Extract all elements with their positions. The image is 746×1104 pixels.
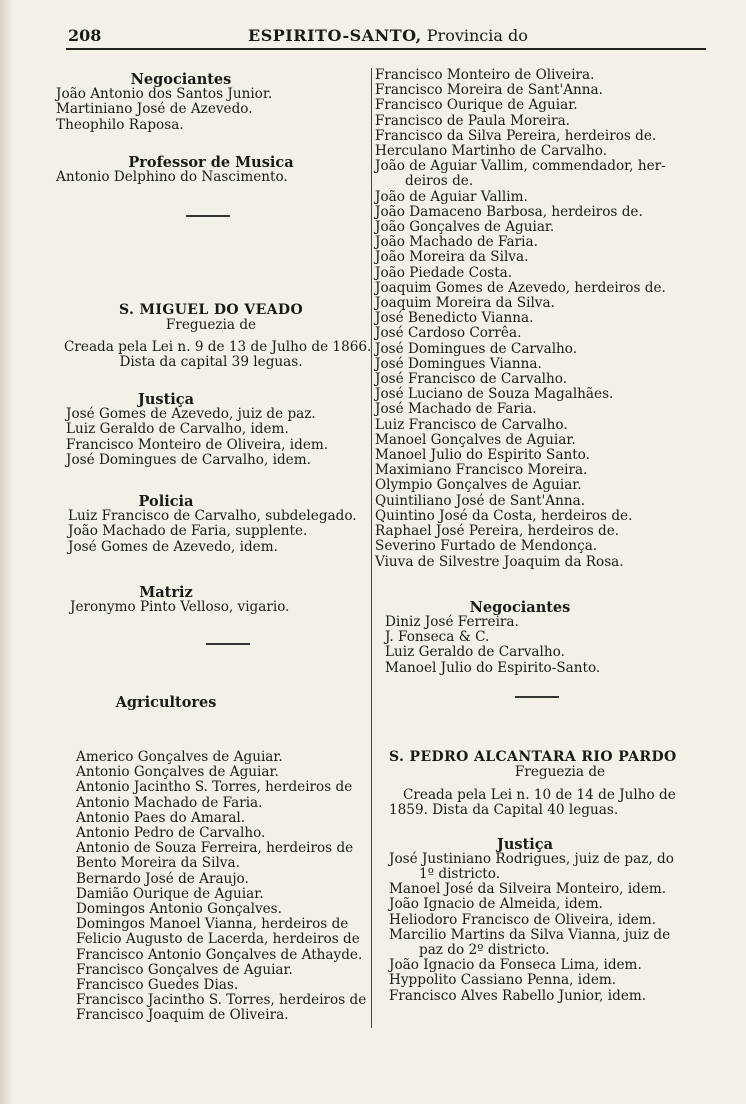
list-item: Manoel Julio do Espirito Santo. [375, 447, 590, 464]
list-item: Francisco Guedes Dias. [76, 977, 239, 994]
list-item: Olympio Gonçalves de Aguiar. [375, 477, 582, 494]
list-item: João Antonio dos Santos Junior. [56, 86, 273, 103]
list-item: José Domingues Vianna. [375, 355, 542, 372]
list-item: Bento Moreira da Silva. [76, 855, 240, 872]
list-item: Francisco da Silva Pereira, herdeiros de. [375, 127, 657, 144]
section-heading: Justiça [497, 835, 553, 853]
list-item: paz do 2º districto. [419, 941, 550, 958]
list-item: J. Fonseca & C. [385, 629, 490, 646]
list-item: José Justiniano Rodrigues, juiz de paz, do [389, 850, 674, 867]
list-item: Diniz José Ferreira. [385, 613, 519, 630]
list-item: João Damaceno Barbosa, herdeiros de. [375, 203, 643, 220]
list-item: Luiz Francisco de Carvalho, subdelegado. [68, 508, 357, 525]
right-column [375, 68, 705, 1004]
list-item: Antonio Gonçalves de Aguiar. [76, 764, 279, 781]
list-item: Domingos Antonio Gonçalves. [76, 901, 282, 918]
section-heading: Negociantes [130, 71, 232, 88]
running-title [248, 26, 528, 45]
list-item: José Machado de Faria. [375, 401, 537, 418]
list-item: Manoel José da Silveira Monteiro, idem. [389, 881, 667, 898]
list-item: deiros de. [405, 173, 474, 190]
section-heading: Justiça [138, 391, 194, 409]
list-item: José Benedicto Vianna. [375, 310, 534, 327]
list-item: Francisco Alves Rabello Junior, idem. [389, 987, 647, 1004]
list-item: Francisco Jacintho S. Torres, herdeiros de [76, 992, 367, 1009]
list-item: Antonio Machado de Faria. [76, 794, 263, 811]
list-item: Severino Furtado de Mendonça. [375, 538, 598, 555]
list-item: Antonio Paes do Amaral. [76, 809, 246, 826]
header-rule [66, 48, 706, 50]
list-item: José Domingues de Carvalho. [375, 340, 578, 357]
list-item: João Ignacio da Fonseca Lima, idem. [389, 957, 642, 974]
list-item: Manoel Gonçalves de Aguiar. [375, 431, 576, 448]
list-item: Francisco Monteiro de Oliveira, idem. [66, 436, 329, 453]
list-item: Americo Gonçalves de Aguiar. [76, 749, 283, 765]
parish-subtitle: Freguezia de [165, 317, 257, 334]
parish-title: S. MIGUEL DO VEADO [118, 302, 304, 319]
list-item: José Gomes de Azevedo, juiz de paz. [66, 406, 316, 423]
list-item: João de Aguiar Vallim, commendador, her- [375, 158, 666, 175]
parish-title: S. PEDRO ALCANTARA RIO PARDO [389, 748, 677, 765]
list-item: Theophilo Raposa. [56, 116, 184, 133]
running-title-main: ESPIRITO-SANTO, [248, 26, 422, 45]
list-item: Luiz Geraldo de Carvalho. [385, 644, 565, 661]
list-item: Francisco Monteiro de Oliveira. [375, 67, 595, 83]
list-item: José Francisco de Carvalho. [375, 371, 568, 388]
list-item: João Machado de Faria. [375, 234, 538, 251]
section-heading: Policia [138, 493, 194, 511]
list-item: Marcilio Martins da Silva Vianna, juiz de [389, 926, 671, 943]
list-item: João Moreira da Silva. [375, 249, 529, 266]
page-edge-shadow [0, 0, 14, 1104]
list-item: Francisco Joaquim de Oliveira. [76, 1007, 289, 1024]
list-item: José Domingues de Carvalho, idem. [66, 451, 311, 468]
list-item: João Machado de Faria, supplente. [68, 523, 308, 540]
list-item: Herculano Martinho de Carvalho. [375, 143, 608, 160]
list-item: Jeronymo Pinto Velloso, vigario. [70, 599, 290, 616]
running-header [68, 26, 708, 48]
list-item: Viuva de Silvestre Joaquim da Rosa. [375, 553, 624, 570]
parish-creation: Creada pela Lei n. 9 de 13 de Julho de 1866. [64, 338, 372, 355]
list-item: Raphael José Pereira, herdeiros de. [375, 523, 620, 540]
list-item: João Ignacio de Almeida, idem. [389, 896, 603, 913]
section-heading: Matriz [139, 583, 193, 601]
list-item: Joaquim Moreira da Silva. [375, 295, 555, 312]
list-item: Antonio Pedro de Carvalho. [76, 825, 266, 842]
section-heading: Agricultores [115, 694, 217, 712]
page-number: 208 [68, 26, 102, 45]
list-item: Bernardo José de Araujo. [76, 870, 249, 887]
list-item: Felicio Augusto de Lacerda, herdeiros de [76, 931, 360, 948]
list-item: 1º districto. [419, 865, 501, 882]
list-item: Francisco de Paula Moreira. [375, 112, 570, 129]
list-item: Quintiliano José de Sant'Anna. [375, 492, 586, 509]
agricultores-list [76, 750, 376, 1024]
list-item: José Luciano de Souza Magalhães. [375, 386, 614, 403]
left-column [56, 71, 372, 712]
list-item: Damião Ourique de Aguiar. [76, 885, 264, 902]
list-item: Domingos Manoel Vianna, herdeiros de [76, 916, 349, 933]
list-item: Luiz Francisco de Carvalho. [375, 416, 568, 433]
list-item: Francisco Antonio Gonçalves de Athayde. [76, 946, 363, 963]
list-item: João Piedade Costa. [375, 264, 513, 281]
list-item: Quintino José da Costa, herdeiros de. [375, 507, 633, 524]
list-item: Manoel Julio do Espirito-Santo. [385, 659, 601, 676]
section-heading: Professor de Musica [128, 153, 294, 171]
list-item: Antonio Jacintho S. Torres, herdeiros de [76, 779, 353, 796]
list-item: João de Aguiar Vallim. [375, 188, 528, 205]
list-item: Antonio Delphino do Nascimento. [56, 169, 288, 186]
parish-creation: Creada pela Lei n. 10 de 14 de Julho de [403, 787, 676, 804]
running-title-rest: Provincia do [426, 26, 528, 45]
parish-subtitle: Freguezia de [514, 763, 606, 780]
list-item: Maximiano Francisco Moreira. [375, 462, 588, 479]
section-heading: Negociantes [469, 598, 571, 616]
list-item: Joaquim Gomes de Azevedo, herdeiros de. [375, 279, 666, 296]
list-item: Francisco Ourique de Aguiar. [375, 97, 578, 114]
list-item: Martiniano José de Azevedo. [56, 101, 253, 118]
parish-distance: 1859. Dista da Capital 40 leguas. [389, 802, 619, 819]
parish-distance: Dista da capital 39 leguas. [119, 353, 303, 370]
list-item: Antonio de Souza Ferreira, herdeiros de [76, 840, 354, 857]
list-item: José Cardoso Corrêa. [375, 325, 522, 342]
list-item: Francisco Moreira de Sant'Anna. [375, 82, 603, 99]
list-item: Luiz Geraldo de Carvalho, idem. [66, 421, 289, 438]
list-item: Francisco Gonçalves de Aguiar. [76, 961, 293, 978]
list-item: Hyppolito Cassiano Penna, idem. [389, 972, 617, 989]
list-item: Heliodoro Francisco de Oliveira, idem. [389, 911, 657, 928]
list-item: João Gonçalves de Aguiar. [375, 219, 555, 236]
list-item: José Gomes de Azevedo, idem. [68, 538, 278, 555]
